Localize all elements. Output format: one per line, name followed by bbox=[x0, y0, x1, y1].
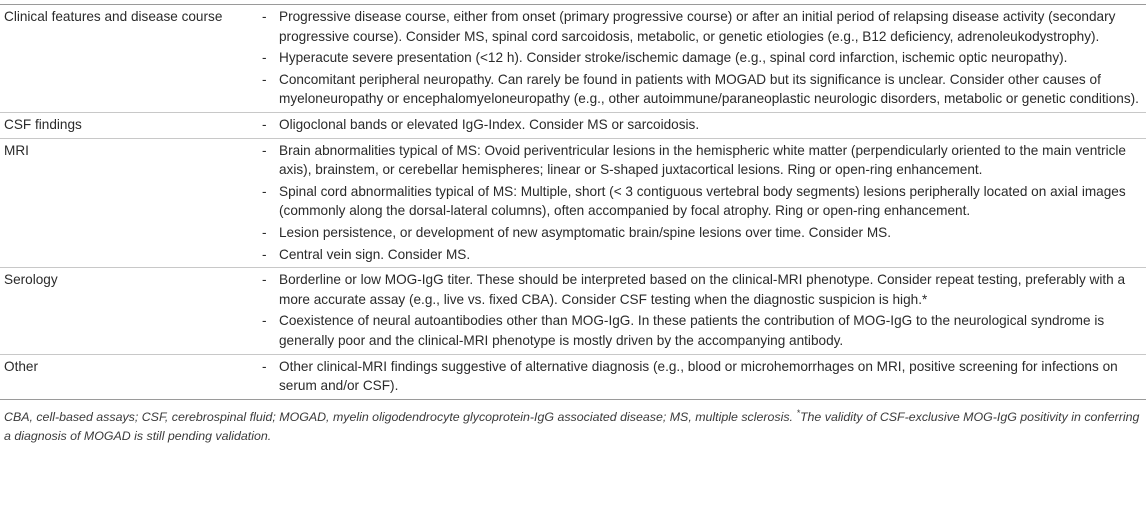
finding-text: Progressive disease course, either from onset (primary progressive course) or after an initial period of relapsing disease activity (secondary progressive course). Consider MS, spinal cord sarcoidosis, metabolic, or genetic etiologies (e.g., B12 deficiency, adrenoleukodystrophy). bbox=[279, 9, 1116, 44]
row-category: Serology bbox=[0, 268, 259, 354]
finding-text: Oligoclonal bands or elevated IgG-Index. Consider MS or sarcoidosis. bbox=[279, 116, 700, 132]
bullet-dash: - bbox=[262, 50, 267, 66]
bullet-dash: - bbox=[262, 224, 267, 240]
row-category: Other bbox=[0, 354, 259, 399]
table-body bbox=[0, 5, 1146, 399]
list-item bbox=[259, 70, 1146, 109]
bullet-dash: - bbox=[262, 116, 267, 132]
row-findings bbox=[259, 354, 1146, 399]
table-footnote bbox=[0, 400, 1146, 446]
list-item bbox=[259, 270, 1146, 309]
row-category: CSF findings bbox=[0, 112, 259, 138]
finding-text: Hyperacute severe presentation (<12 h). Consider stroke/ischemic damage (e.g., spinal cord infarction, ischemic optic neuropathy). bbox=[279, 50, 1068, 66]
finding-text: Spinal cord abnormalities typical of MS: Multiple, short (< 3 contiguous vertebral body segments) lesions peripherally located on axial images (commonly along the dorsal-lateral columns), often accompanied by focal atrophy. Ring or open-ring enhancement. bbox=[279, 183, 1126, 219]
list-item bbox=[259, 48, 1146, 68]
table-row bbox=[0, 138, 1146, 268]
row-findings bbox=[259, 268, 1146, 354]
finding-text: Brain abnormalities typical of MS: Ovoid periventricular lesions in the hemispheric white matter (perpendicularly oriented to the main ventricle axis), brainstem, or cerebellar hemispheres; linear or S-shaped juxtacortical lesions. Ring or open-ring enhancement. bbox=[279, 142, 1126, 178]
list-item bbox=[259, 311, 1146, 350]
findings-list bbox=[259, 7, 1146, 109]
table-row bbox=[0, 5, 1146, 112]
bullet-dash: - bbox=[262, 246, 267, 262]
table-row bbox=[0, 268, 1146, 354]
row-findings bbox=[259, 5, 1146, 112]
footnote-marker: * bbox=[796, 407, 800, 418]
bullet-dash: - bbox=[262, 358, 267, 374]
findings-table-container bbox=[0, 4, 1146, 446]
row-findings bbox=[259, 138, 1146, 268]
bullet-dash: - bbox=[262, 313, 267, 329]
list-item bbox=[259, 245, 1146, 265]
bullet-dash: - bbox=[262, 142, 267, 158]
list-item bbox=[259, 115, 1146, 135]
list-item bbox=[259, 357, 1146, 396]
finding-text: Central vein sign. Consider MS. bbox=[279, 246, 471, 262]
list-item bbox=[259, 182, 1146, 221]
list-item bbox=[259, 141, 1146, 180]
red-flags-table bbox=[0, 5, 1146, 399]
bullet-dash: - bbox=[262, 71, 267, 87]
findings-list bbox=[259, 270, 1146, 350]
table-row bbox=[0, 112, 1146, 138]
list-item bbox=[259, 223, 1146, 243]
bullet-dash: - bbox=[262, 272, 267, 288]
finding-text: Coexistence of neural autoantibodies other than MOG-IgG. In these patients the contribution of MOG-IgG to the neurological syndrome is generally poor and the clinical-MRI phenotype is mostly driven by the accompanying antibody. bbox=[279, 313, 1105, 348]
finding-text: Lesion persistence, or development of new asymptomatic brain/spine lesions over time. Consider MS. bbox=[279, 224, 892, 240]
finding-text: Other clinical-MRI findings suggestive of alternative diagnosis (e.g., blood or microhemorrhages on MRI, positive screening for infections on serum and/or CSF). bbox=[279, 358, 1118, 394]
row-category: MRI bbox=[0, 138, 259, 268]
findings-list bbox=[259, 115, 1146, 135]
list-item bbox=[259, 7, 1146, 46]
footnote-abbreviations: CBA, cell-based assays; CSF, cerebrospinal fluid; MOGAD, myelin oligodendrocyte glycoprotein-IgG associated disease; MS, multiple sclerosis. bbox=[4, 409, 793, 424]
finding-text: Concomitant peripheral neuropathy. Can rarely be found in patients with MOGAD but its significance is unclear. Consider other causes of myeloneuropathy or encephalomyeloneuropathy (e.g., other autoimmune/paraneoplastic neurologic disorders, metabolic or genetic conditions). bbox=[279, 71, 1139, 107]
finding-text: Borderline or low MOG-IgG titer. These should be interpreted based on the clinical-MRI phenotype. Consider repeat testing, preferably with a more accurate assay (e.g., live vs. fixed CBA). Consider CSF testing when the diagnostic suspicion is high.* bbox=[279, 272, 1126, 307]
findings-list bbox=[259, 141, 1146, 265]
row-findings bbox=[259, 112, 1146, 138]
findings-list bbox=[259, 357, 1146, 396]
table-row bbox=[0, 354, 1146, 399]
bullet-dash: - bbox=[262, 183, 267, 199]
row-category: Clinical features and disease course bbox=[4, 9, 223, 24]
footnote-note: The validity of CSF-exclusive MOG-IgG positivity in conferring a diagnosis of MOGAD is still pending validation. bbox=[4, 409, 1140, 443]
bullet-dash: - bbox=[262, 9, 267, 24]
